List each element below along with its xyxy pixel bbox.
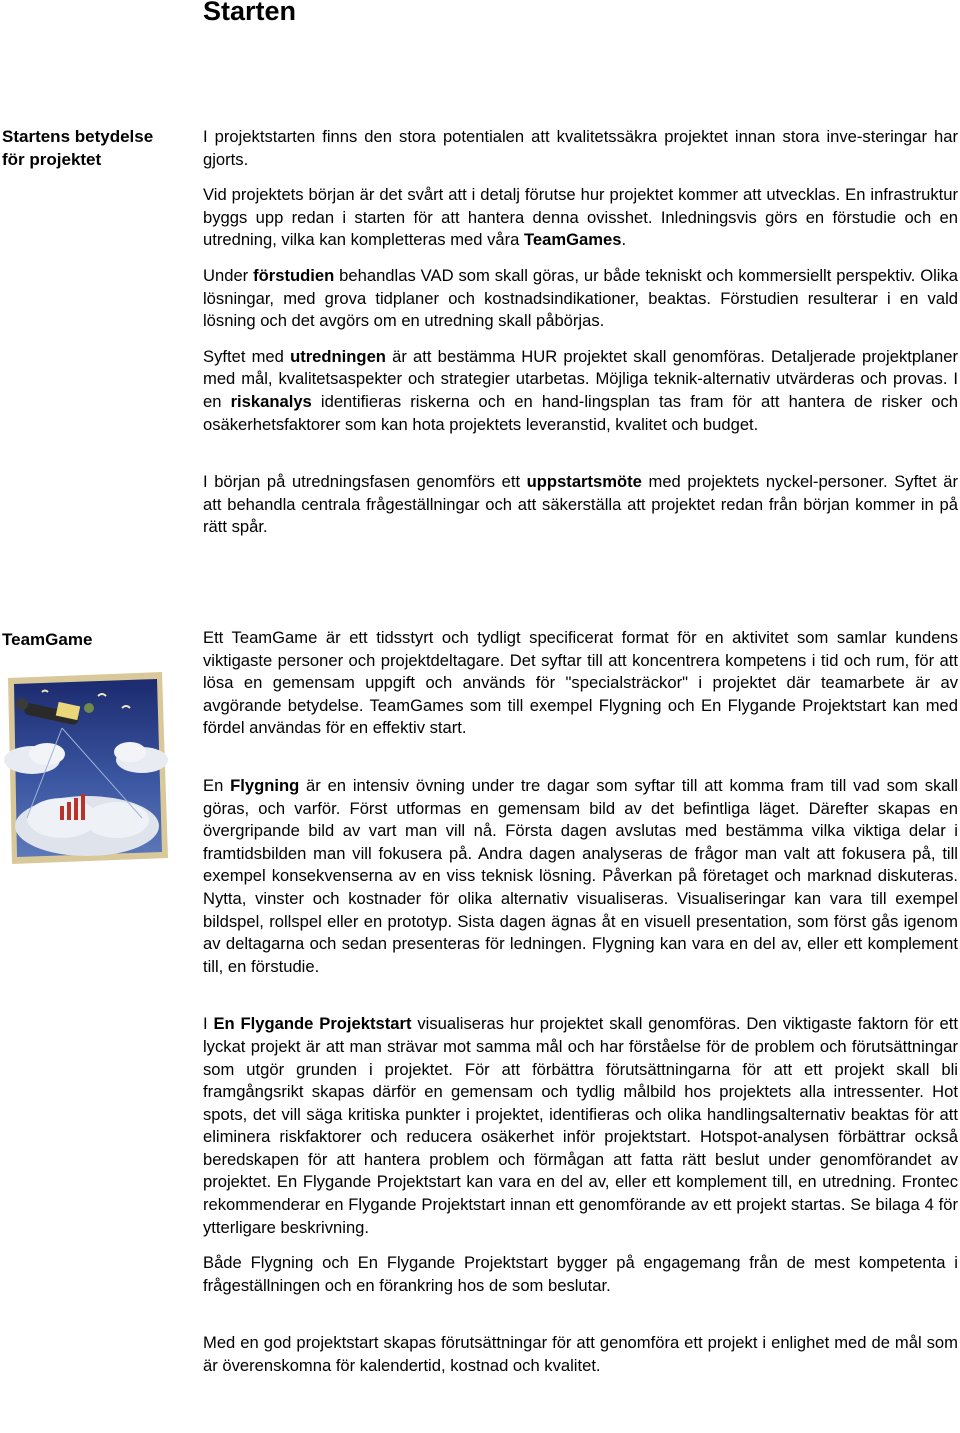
- paragraph: Både Flygning och En Flygande Projektstart bygger på engagemang från de mest kompetenta i frågeställningen och en förankring hos de som beslutar.: [203, 1253, 958, 1295]
- term-flygning: Flygning: [230, 775, 300, 795]
- term-forstudien: förstudien: [253, 265, 335, 285]
- section-label-line-2: för projektet: [2, 150, 102, 169]
- section-body-startens-betydelse: [203, 126, 958, 539]
- section-label-line-1: Startens betydelse: [2, 127, 154, 146]
- paragraph: Ett TeamGame är ett tidsstyrt och tydligt specificerat format för en aktivitet som samlar kundens viktigaste personer och projektdeltagare. Det syftar till att koncentrera kompetens i tid och rum, för att lösa en gemensam uppgift och används för "specialsträckor" i projektet där teamarbete är av avgörande betydelse. TeamGames som till exempel Flygning och En Flygande Projektstart kan med fördel användas för en effektiv start.: [203, 628, 958, 738]
- paragraph: En Flygning är en intensiv övning under tre dagar som syftar till att komma fram till vad som skall göras, och varför. Först utformas en gemensam bild av det befintliga läget. Därefter skapas en övergripande bild av vart man vill nå. Första dagen avslutas med bestämma vilka viktiga delar i framtidsbilden man vill fokusera på. Andra dagen analyseras de frågor man valt att fokusera på, till exempel konsekvenserna av en viss teknisk lösning. Påverkan på företaget och marknad diskuteras. Nytta, vinster och kostnader för olika alternativ visualiseras. Visualiseringar kan vara till exempel bildspel, rollspel eller en prototyp. Sista dagen ägnas åt en visuell presentation, som först gås igenom av deltagarna och sedan presenteras för ledningen. Flygning kan vara en del av, eller ett komplement till, en förstudie.: [203, 775, 958, 976]
- page-title: Starten: [203, 0, 297, 26]
- term-teamgames: TeamGames: [523, 230, 622, 250]
- paragraph: Med en god projektstart skapas förutsättningar för att genomföra ett projekt i enlighet med de mål som är överenskomna för kalendertid, kostnad och kvalitet.: [203, 1333, 958, 1376]
- flying-figure-illustration-icon: [2, 668, 172, 868]
- paragraph: I projektstarten finns den stora potentialen att kvalitetssäkra projektet innan stora inve-steringar har gjorts.: [203, 127, 958, 169]
- term-riskanalys: riskanalys: [230, 391, 312, 411]
- term-uppstartsmote: uppstartsmöte: [526, 472, 642, 492]
- section-body-teamgame: [203, 627, 958, 1378]
- section-label-startens-betydelse: [2, 125, 192, 171]
- paragraph: Under förstudien behandlas VAD som skall göras, ur både tekniskt och kommersiellt perspektiv. Olika lösningar, med grova tidplaner och kostnadsindikationer, beaktas. Förstudien resulterar i en vald lösning och det avgörs om en utredning skall påbörjas.: [203, 265, 958, 331]
- section-label-teamgame: TeamGame: [2, 630, 93, 649]
- paragraph: I början på utredningsfasen genomförs ett uppstartsmöte med projektets nyckel-personer. Syftet är att behandla centrala frågeställningar och att säkerställa att projektet redan från början kommer in på rätt spår.: [203, 472, 958, 537]
- paragraph: I En Flygande Projektstart visualiseras hur projektet skall genomföras. Den viktigaste faktorn för ett lyckat projekt är att man strävar mot samma mål och har förståelse för de problem och förutsättningar som utgör grunden i projektet. För att förbättra förutsättningarna för att ett projekt skall bli framgångsrikt skapas därför en gemensam och tydlig målbild hos projektets alla intressenter. Hot spots, det vill säga kritiska punkter i projektet, identifieras och olika handlingsalternativ beaktas för att eliminera riskfaktorer och reducera osäkerhet inför projektstart. Hotspot-analysen förbättrar också beredskapen för att hantera problem och förmågan att fatta rätt beslut under genomförandet av projektet. En Flygande Projektstart kan vara en del av, eller ett komplement till, en utredning. Frontec rekommenderar en Flygande Projektstart innan ett genomförande av ett projekt startas. Se bilaga 4 för ytterligare beskrivning.: [203, 1014, 958, 1237]
- term-utredningen: utredningen: [290, 346, 386, 366]
- paragraph: Syftet med utredningen är att bestämma HUR projektet skall genomföras. Detaljerade projektplaner med mål, kvalitetsaspekter och strategier utarbetas. Möjliga teknik-alternativ utvärderas och provas. I en riskanalys identifieras riskerna och en hand-lingsplan tas fram för att hantera de risker och osäkerhetsfaktorer som kan hota projektets leveranstid, kvalitet och budget.: [203, 346, 958, 434]
- term-en-flygande-projektstart: En Flygande Projektstart: [213, 1014, 412, 1034]
- paragraph: Vid projektets början är det svårt att i detalj förutse hur projektet kommer att utvecklas. En infrastruktur byggs upp redan i starten för att hantera denna ovisshet. Inledningsvis görs en förstudie och en utredning, vilka kan kompletteras med våra TeamGames.: [203, 185, 958, 250]
